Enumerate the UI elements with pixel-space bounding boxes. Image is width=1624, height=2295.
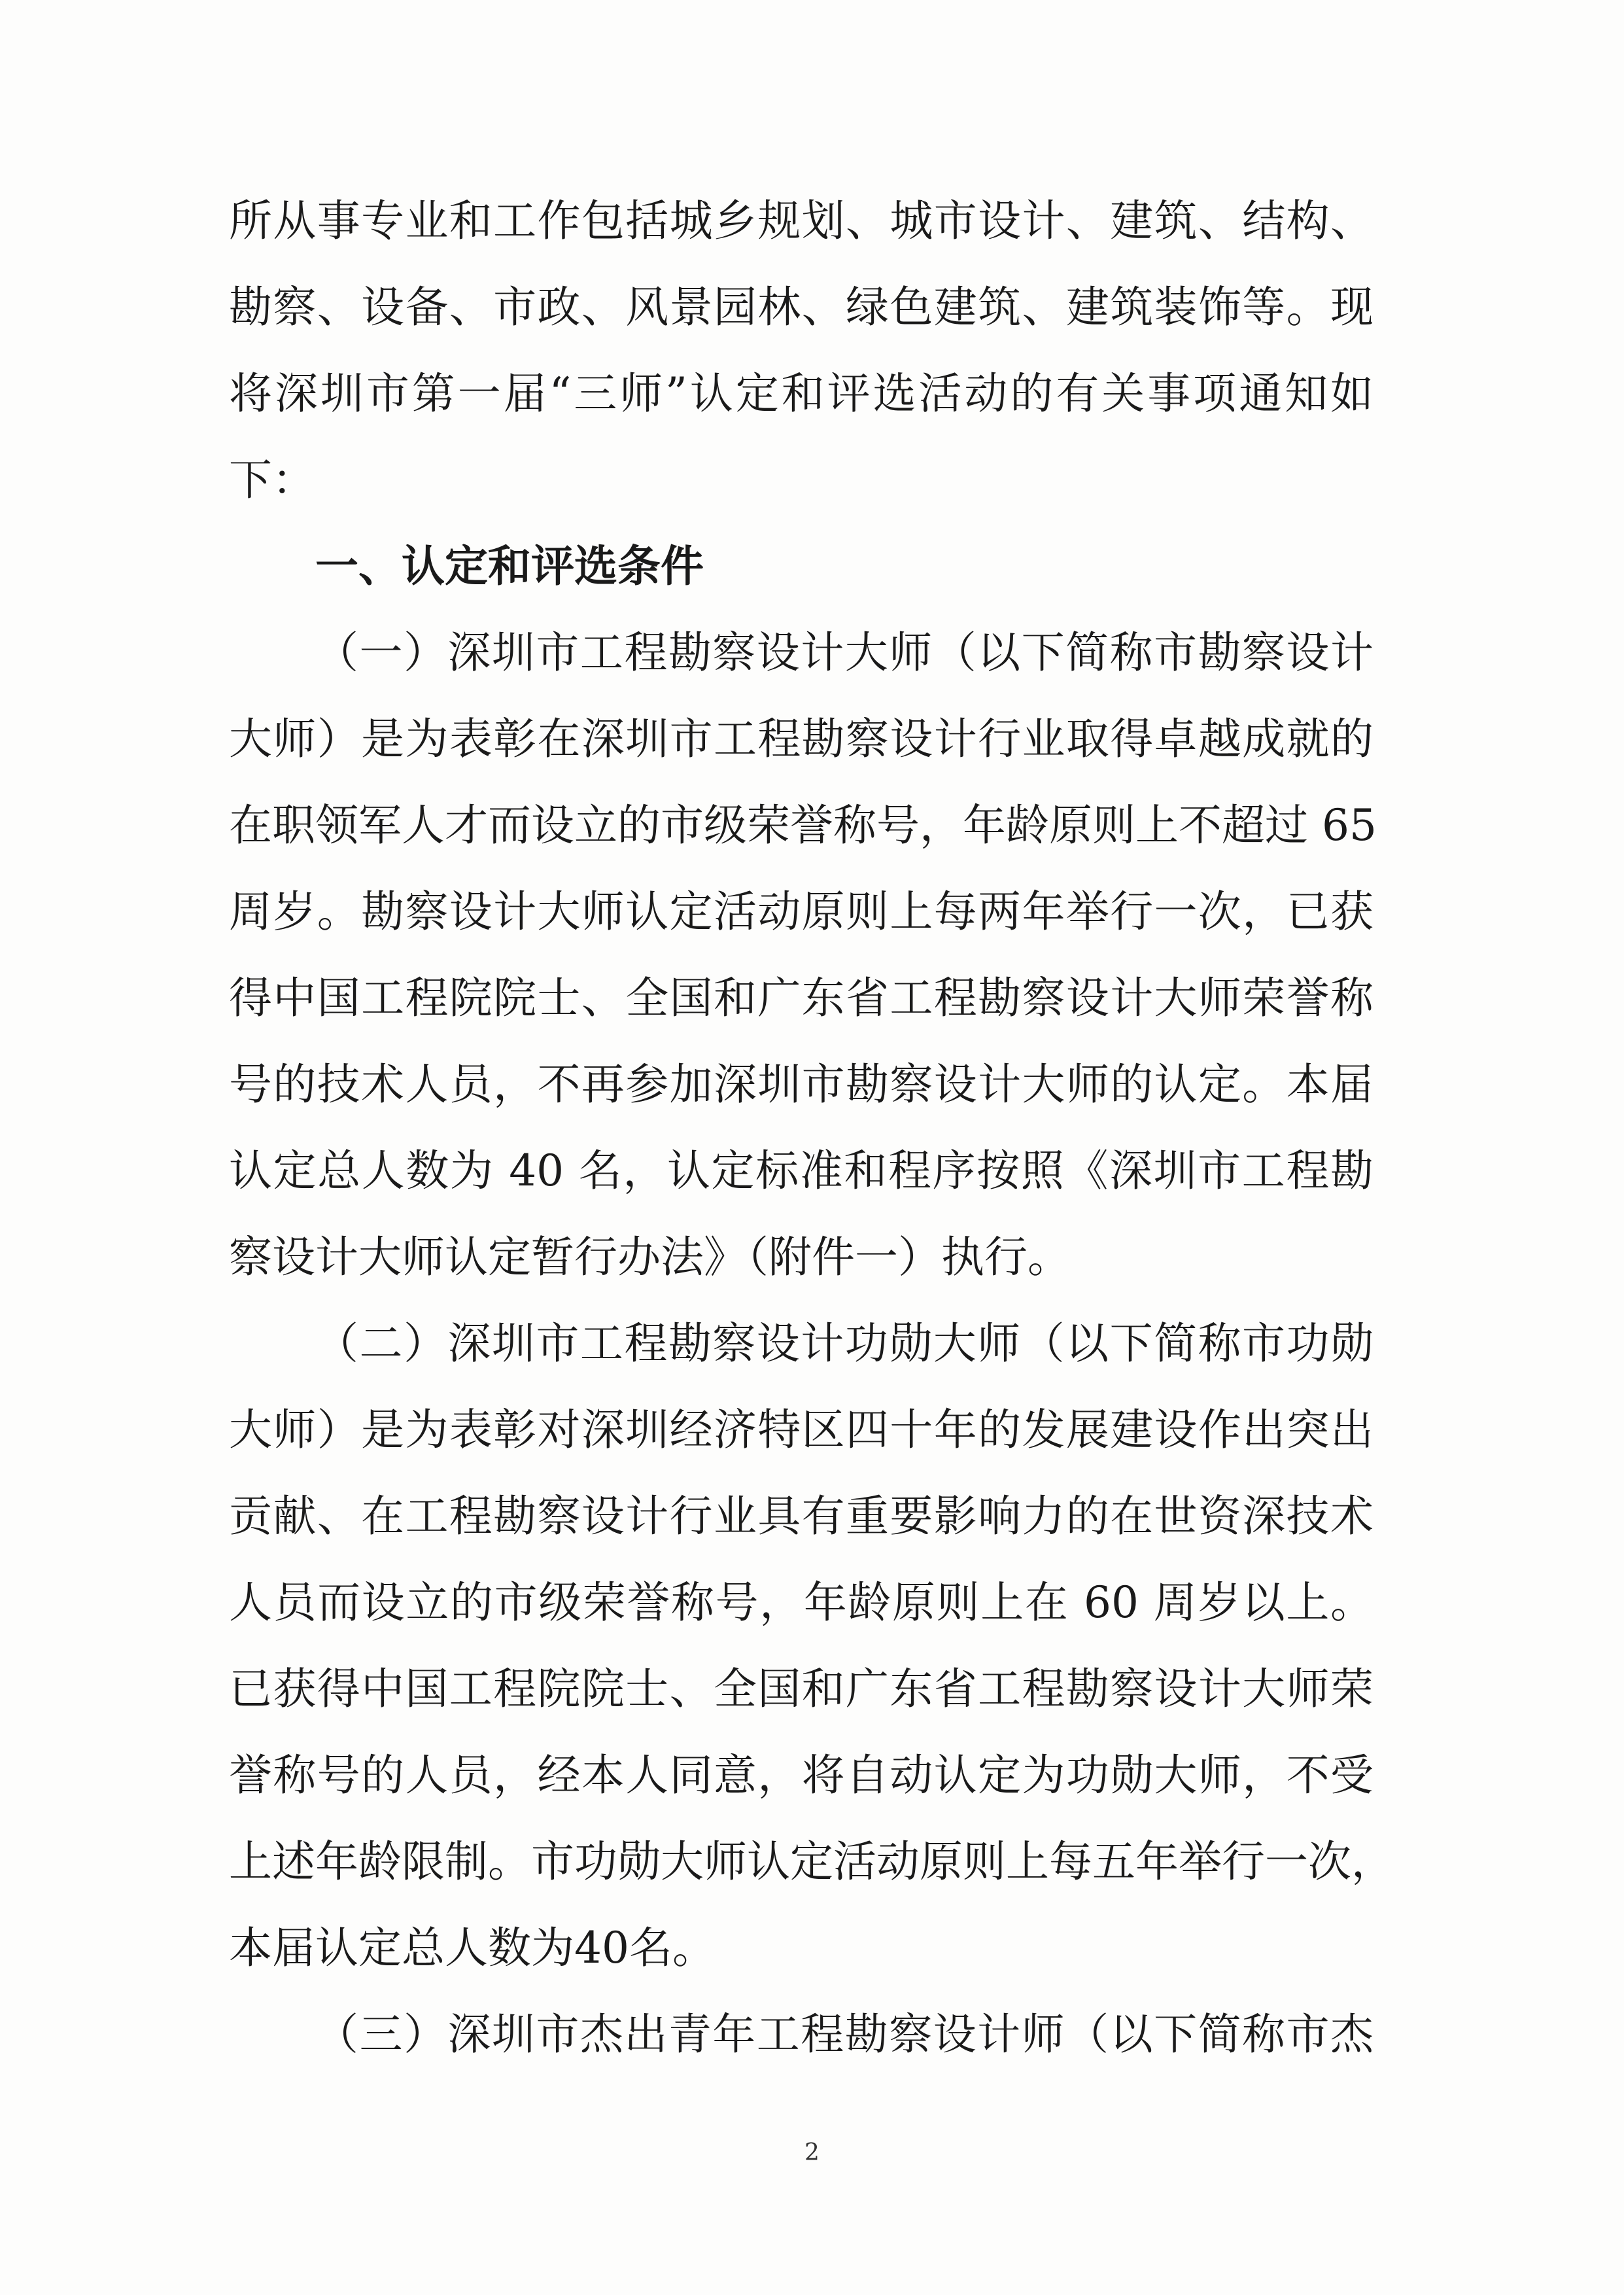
paragraph-line: 誉称号的人员，经本人同意，将自动认定为功勋大师，不受 <box>229 1750 1373 1800</box>
section-heading: 一、认定和评选条件 <box>315 541 704 591</box>
paragraph-line: 察设计大师认定暂行办法》（附件一）执行。 <box>229 1232 1071 1282</box>
paragraph-line: 大师）是为表彰对深圳经济特区四十年的发展建设作出突出 <box>229 1405 1373 1455</box>
paragraph-line: 周岁。勘察设计大师认定活动原则上每两年举行一次，已获 <box>229 886 1373 937</box>
text-line: 勘察、设备、市政、风景园林、绿色建筑、建筑装饰等。现 <box>229 282 1373 332</box>
page-number: 2 <box>804 2139 820 2166</box>
paragraph-line: （二）深圳市工程勘察设计功勋大师（以下简称市功勋 <box>315 1318 1373 1369</box>
text-line: 所从事专业和工作包括城乡规划、城市设计、建筑、结构、 <box>229 196 1373 246</box>
document-body <box>229 178 1394 2078</box>
paragraph-line: 认定总人数为 40 名，认定标准和程序按照《深圳市工程勘 <box>229 1146 1373 1196</box>
paragraph-line: 本届认定总人数为40名。 <box>229 1923 716 1973</box>
paragraph-line: 已获得中国工程院院士、全国和广东省工程勘察设计大师荣 <box>229 1664 1373 1714</box>
text-line: 将深圳市第一届“三师”认定和评选活动的有关事项通知如 <box>229 368 1373 419</box>
paragraph-line: 人员而设立的市级荣誉称号，年龄原则上在 60 周岁以上。 <box>229 1577 1373 1628</box>
text-line: 下： <box>229 455 315 505</box>
paragraph-line: 大师）是为表彰在深圳市工程勘察设计行业取得卓越成就的 <box>229 714 1373 764</box>
paragraph-line: 贡献、在工程勘察设计行业具有重要影响力的在世资深技术 <box>229 1491 1373 1541</box>
paragraph-line: 号的技术人员，不再参加深圳市勘察设计大师的认定。本届 <box>229 1059 1373 1110</box>
paragraph-line: 上述年龄限制。市功勋大师认定活动原则上每五年举行一次， <box>229 1836 1394 1887</box>
paragraph-line: （三）深圳市杰出青年工程勘察设计师（以下简称市杰 <box>315 2009 1373 2059</box>
paragraph-line: 在职领军人才而设立的市级荣誉称号，年龄原则上不超过 65 <box>229 800 1377 850</box>
paragraph-line: 得中国工程院院士、全国和广东省工程勘察设计大师荣誉称 <box>229 973 1373 1023</box>
paragraph-line: （一）深圳市工程勘察设计大师（以下简称市勘察设计 <box>315 627 1373 678</box>
